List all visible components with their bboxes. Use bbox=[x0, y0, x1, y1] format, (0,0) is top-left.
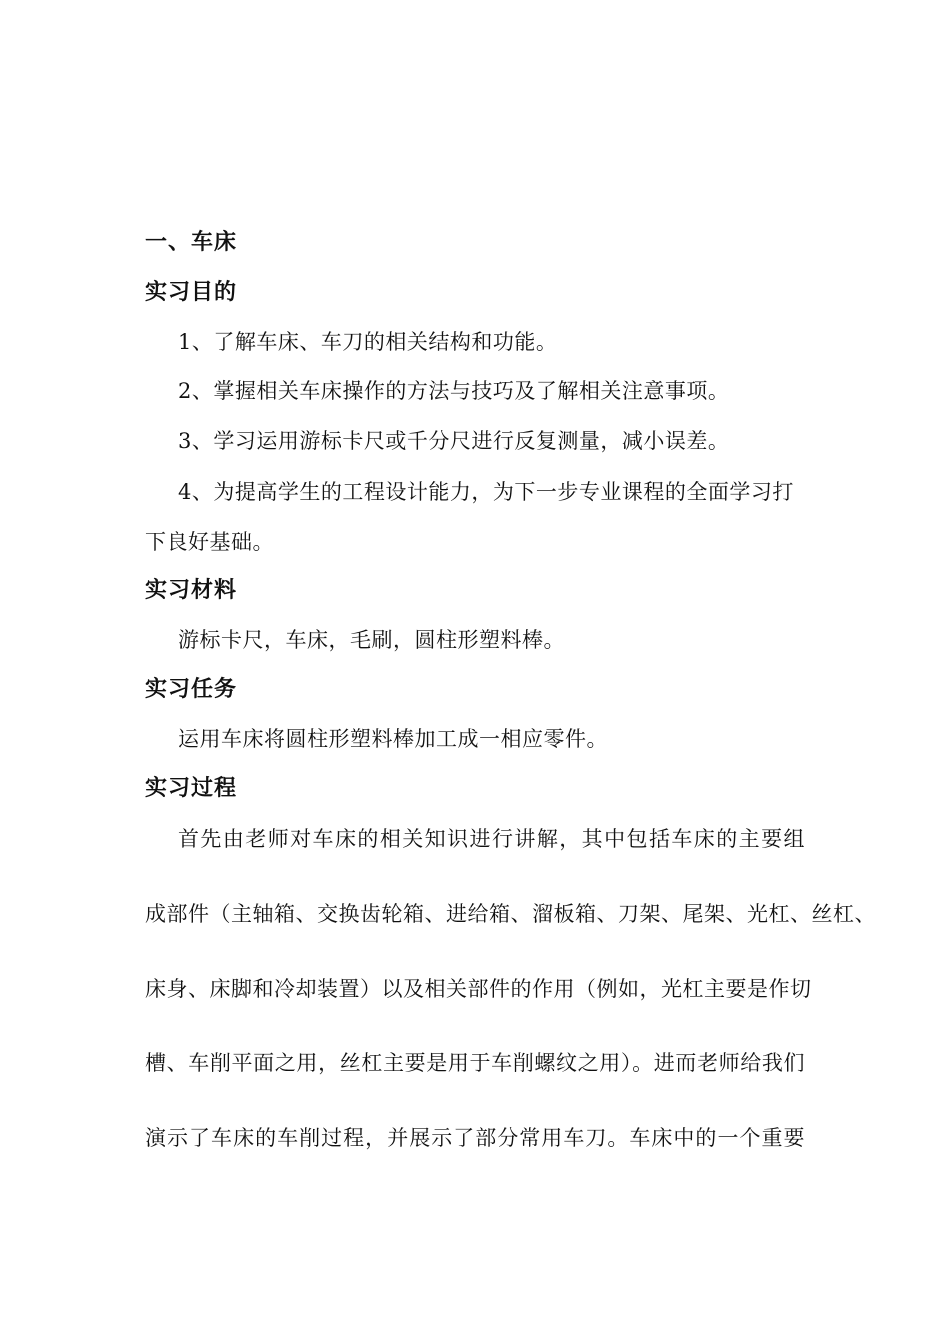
objective-item: 3、学习运用游标卡尺或千分尺进行反复测量，减小误差。 bbox=[178, 429, 730, 453]
process-paragraph-line bbox=[145, 1048, 805, 1078]
process-line-text: 演示了车床的车削过程，并展示了部分常用车刀。车床中的一个重要 bbox=[145, 1126, 805, 1150]
process-heading: 实习过程 bbox=[145, 776, 238, 801]
process-line-text: 床身、床脚和冷却装置）以及相关部件的作用（例如，光杠主要是作切 bbox=[145, 977, 812, 1001]
section-title: 一、车床 bbox=[145, 230, 238, 255]
task-text: 运用车床将圆柱形塑料棒加工成一相应零件。 bbox=[178, 727, 608, 751]
process-paragraph-line bbox=[145, 899, 876, 929]
process-paragraph-line bbox=[178, 824, 805, 854]
materials-heading: 实习材料 bbox=[145, 578, 238, 603]
objective-item-continuation: 下良好基础。 bbox=[145, 530, 274, 554]
task-heading: 实习任务 bbox=[145, 677, 238, 702]
objective-item: 2、掌握相关车床操作的方法与技巧及了解相关注意事项。 bbox=[178, 379, 730, 403]
objective-heading: 实习目的 bbox=[145, 280, 238, 305]
process-line-text: 成部件（主轴箱、交换齿轮箱、进给箱、溜板箱、刀架、尾架、光杠、丝杠、 bbox=[145, 902, 876, 926]
materials-text: 游标卡尺，车床，毛刷，圆柱形塑料棒。 bbox=[178, 628, 565, 652]
objective-item: 4、为提高学生的工程设计能力，为下一步专业课程的全面学习打 bbox=[178, 480, 794, 504]
process-line-text: 首先由老师对车床的相关知识进行讲解，其中包括车床的主要组 bbox=[178, 827, 805, 851]
process-paragraph-line bbox=[145, 1123, 805, 1153]
process-paragraph-line bbox=[145, 974, 812, 1004]
process-line-text: 槽、车削平面之用，丝杠主要是用于车削螺纹之用）。进而老师给我们 bbox=[145, 1051, 805, 1075]
objective-item: 1、了解车床、车刀的相关结构和功能。 bbox=[178, 330, 558, 354]
